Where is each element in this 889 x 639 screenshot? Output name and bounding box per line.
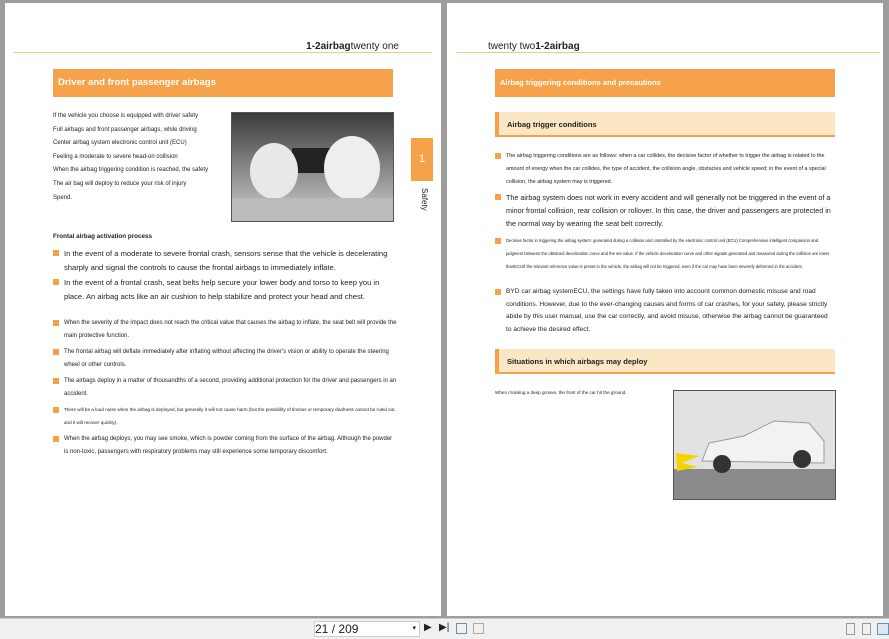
page-separator: / — [331, 622, 336, 636]
section-title: Driver and front passenger airbags — [53, 69, 393, 97]
intro-text — [53, 110, 228, 205]
subsection-heading: Airbag trigger conditions — [495, 112, 835, 137]
copy-icon[interactable] — [456, 623, 467, 634]
bullet-item: In the event of a moderate to severe frontal crash, sensors sense that the vehicle is decelerating sharply and signal the controls to cause the frontal airbags to immediately inflate. — [53, 247, 398, 274]
airbag-illustration — [232, 113, 393, 221]
right-body — [495, 112, 835, 500]
bullet-item: The frontal airbag will deflate immediately after inflating without affecting the driver's vision or ability to operate the steering wheel or other controls. — [53, 346, 398, 372]
total-pages: 209 — [338, 622, 359, 636]
header-page-number: twenty one — [350, 41, 399, 52]
bullet-item: BYD car airbag systemECU, the settings have fully taken into account common domestic misuse and road conditions. However, due to the ever-changing causes and forms of car crashes, for your safety, please strictly abide by this user manual, use the car correctly, and avoid misuse, otherwise the airbag cannot be guaranteed to achieve the desired effect. — [495, 286, 835, 337]
car-hitting-ground-image — [673, 390, 836, 500]
page-header — [306, 41, 399, 52]
chapter-tab-label: Safety — [420, 188, 429, 211]
chevron-down-icon[interactable]: ▾ — [412, 625, 416, 632]
intro-line: The air bag will deploy to reduce your risk of injury — [53, 180, 187, 187]
last-page-icon[interactable]: ▶| — [439, 622, 450, 633]
bullet-item: Decisive factor in triggering the airbag system: generated during a collision and controlled by the electronic control unit (ECU) Comprehensive intelligent comparison and judgment between the obtained deceleration curve and the set value. If the vehicle deceleration curve and other signals generated and measured during the collision are lower thanECUIf the relevant reference value is preset in the vehicle, the airbag will not be triggered, even if the car may have been severely deformed in the accident. — [495, 235, 835, 273]
header-divider — [456, 52, 880, 53]
single-page-view-icon[interactable] — [846, 623, 855, 635]
header-page-number: twenty two — [488, 41, 536, 52]
header-chapter: 1-2airbag — [535, 41, 580, 52]
image-caption: When crossing a deep groove, the front of the car hit the ground. — [495, 389, 627, 395]
page-header — [488, 41, 580, 52]
header-divider — [14, 52, 432, 53]
intro-line: Feeling a moderate to severe head-on collision — [53, 153, 178, 160]
section-title: Airbag triggering conditions and precautions — [495, 69, 835, 97]
left-page — [5, 3, 441, 616]
intro-line: If the vehicle you choose is equipped with driver safety — [53, 113, 199, 119]
header-chapter: 1-2airbag — [306, 41, 351, 52]
airbag-deployed-image — [231, 112, 394, 222]
intro-line: Center airbag system electronic control unit (ECU) — [53, 140, 187, 147]
intro-line: Full airbags and front passenger airbags, while driving — [53, 126, 197, 133]
page-number-input[interactable] — [314, 621, 420, 637]
next-page-icon[interactable]: ▶ — [424, 622, 432, 633]
bullet-item: The airbags deploy in a matter of thousandths of a second, providing additional protection for the driver and passengers in an accident. — [53, 375, 398, 401]
chapter-tab: 1 — [411, 138, 433, 181]
intro-line: Spend. — [53, 194, 73, 201]
bullet-item: The airbag triggering conditions are as follows: when a car collides, the decisive factor of whether to trigger the airbag is related to the amount of energy when the car collides, the type of accident, the collision angle, obstacles and vehicle speed; in the event of a special collision, the airbag system may is triggered. — [495, 150, 835, 188]
intro-line: When the airbag triggering condition is reached, the safety — [53, 167, 209, 174]
two-page-view-icon[interactable] — [877, 623, 889, 635]
bullet-item: The airbag system does not work in every accident and will generally not be triggered in the event of a minor frontal collision, rear collision or rollover. In this case, the driver and passengers are protected in the normal way by wearing the seat belt correctly. — [495, 191, 835, 230]
bullet-item: There will be a loud noise when the airbag is deployed, but generally it will not cause harm (but the possibility of tinnitus or temporary deafness cannot be ruled out, and it will recover quickly). — [53, 404, 398, 430]
car-illustration — [674, 391, 835, 499]
left-body — [53, 233, 398, 459]
pdf-toolbar — [0, 618, 889, 639]
current-page: 21 — [315, 622, 329, 636]
section-heading: Frontal airbag activation process — [53, 233, 153, 240]
bullet-item: In the event of a frontal crash, seat belts help secure your lower body and torso to keep you in place. An airbag acts like an air cushion to help stabilize and protect your head and chest. — [53, 276, 398, 303]
right-page — [447, 3, 883, 616]
subsection-heading: Situations in which airbags may deploy — [495, 349, 835, 374]
paste-icon[interactable] — [473, 623, 484, 634]
bullet-item: When the severity of the impact does not reach the critical value that causes the airbag to inflate, the seat belt will provide the main protective function. — [53, 317, 398, 343]
image-row — [495, 390, 835, 500]
continuous-view-icon[interactable] — [862, 623, 871, 635]
bullet-item: When the airbag deploys, you may see smoke, which is powder coming from the surface of the airbag. Although the powder is non-toxic, passengers with respiratory problems may still experience some temporary discomfort. — [53, 433, 398, 459]
